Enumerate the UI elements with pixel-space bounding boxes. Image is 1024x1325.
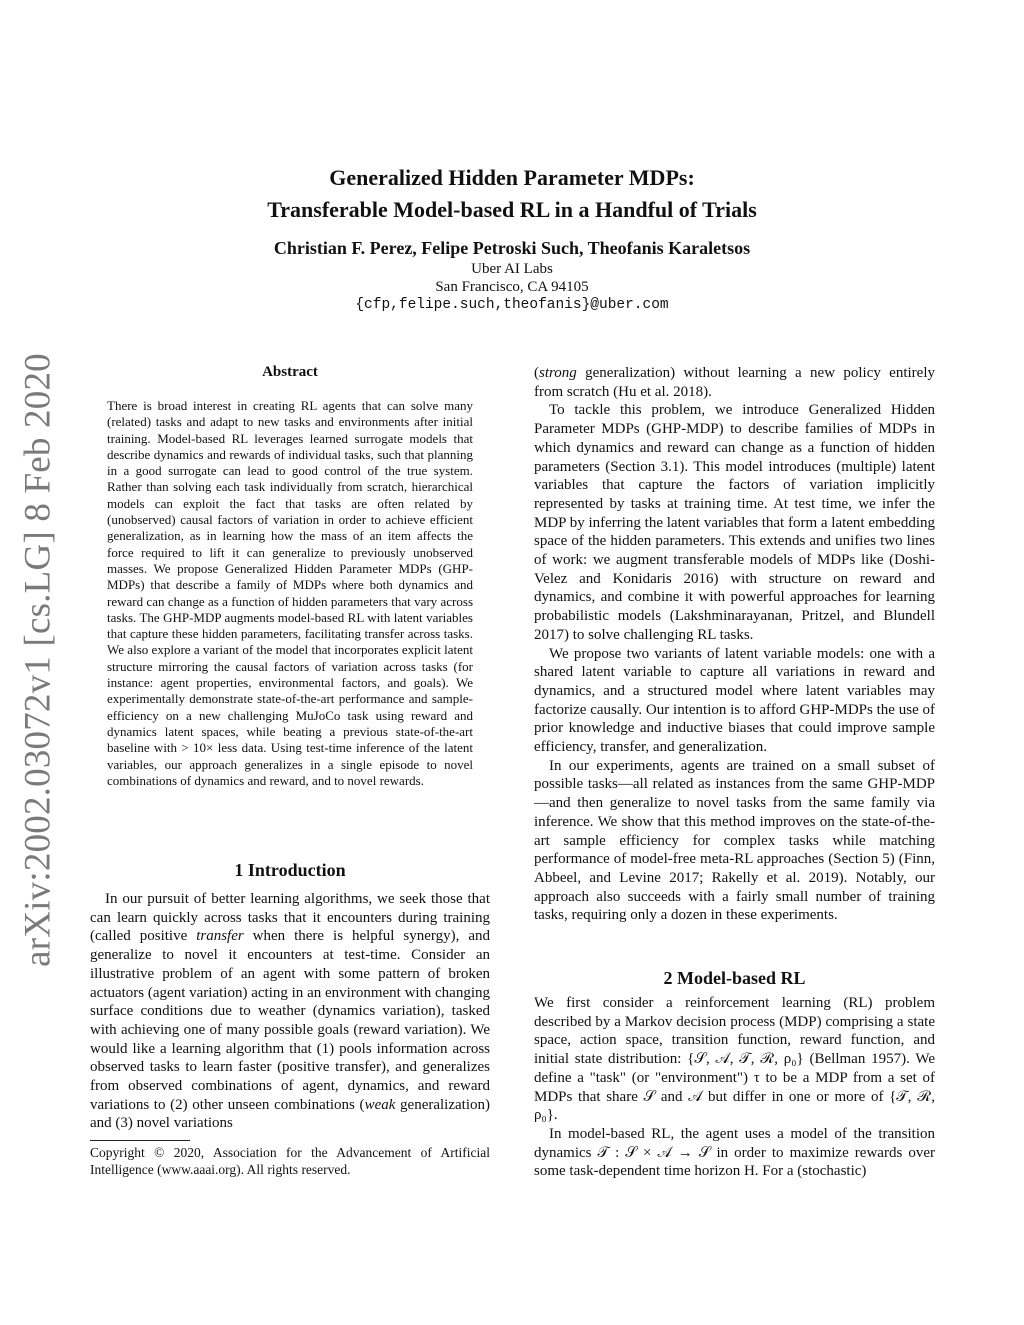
right-p0-text: generalization) without learning a new policy entirely from scratch (Hu et al. 2018).	[534, 365, 935, 400]
affiliation-block	[0, 260, 1024, 314]
intro-em-weak: weak	[364, 1096, 396, 1113]
intro-text-a: In our pursuit of better learning algorithms, we seek those that can learn quickly across tasks that it encounters during training (called positive	[90, 891, 490, 945]
affiliation: Uber AI Labs	[471, 261, 553, 277]
intro-paragraph	[90, 890, 490, 1133]
right-paragraph-2: We propose two variants of latent variable models: one with a shared latent variable to capture all variations in reward and dynamics, and a structured model where latent variables may factorize causally. Our intention is to afford GHP-MDPs the use of prior knowledge and inductive biases that could improve sample efficiency, transfer, and generalization.	[534, 645, 935, 756]
intro-em-transfer: transfer	[196, 928, 244, 945]
abstract-heading: Abstract	[262, 364, 318, 380]
right-paragraph-1: To tackle this problem, we introduce Generalized Hidden Parameter MDPs (GHP-MDP) to describe families of MDPs in which dynamics and reward can change as a function of hidden parameters (Section 3.1). This model introduces (multiple) latent variables that capture the factors of variation implicitly represented by tasks at training time. At test time, we infer the MDP by inferring the latent variables that form a latent embedding space of the hidden parameters. This extends and unifies two lines of work: we augment transferable models of MDPs like (Doshi-Velez and Konidaris 2016) with structure on reward and dynamics, and combine it with powerful approaches for learning probabilistic models (Lakshminarayanan, Pritzel, and Blundell 2017) to solve challenging RL tasks.	[534, 402, 935, 643]
section-2-paragraph-1: We first consider a reinforcement learning (RL) problem described by a Markov decision process (MDP) comprising a state space, action space, transition function, reward function, and initial state distribution: {𝒮, 𝒜, 𝒯, ℛ, ρ₀} (Bellman 1957). We define a "task" (or "environment") τ to be a MDP from a set of MDPs that share 𝒮 and 𝒜 but differ in one or more of {𝒯, ℛ, ρ₀}.	[534, 995, 935, 1124]
abstract-text: There is broad interest in creating RL agents that can solve many (related) tasks and adapt to new tasks and environments after initial training. Model-based RL leverages learned surrogate models that describe dynamics and rewards of individual tasks, such that planning in a good surrogate can lead to good control of the true system. Rather than solving each task individually from scratch, hierarchical models can exploit the fact that tasks are often related by (unobserved) causal factors of variation in order to achieve efficient generalization, as in learning how the mass of an item affects the force required to lift it can generalize to previously unobserved masses. We propose Generalized Hidden Parameter MDPs (GHP-MDPs) that describe a family of MDPs where both dynamics and reward can change as a function of hidden parameters that vary across tasks. The GHP-MDP augments model-based RL with latent variables that capture these hidden parameters, facilitating transfer across tasks. We also explore a variant of the model that incorporates explicit latent structure mirroring the causal factors of variation across tasks (for instance: agent properties, environmental factors, and goals). We experimentally demonstrate state-of-the-art performance and sample-efficiency on a new challenging MuJoCo task using reward and dynamics latent spaces, while beating a previous state-of-the-art baseline with > 10× less data. Using test-time inference of the latent variables, our approach generalizes in a single episode to novel combinations of dynamics and reward, and to novel rewards.	[107, 398, 473, 788]
paper-title	[0, 162, 1024, 226]
title-line-2: Transferable Model-based RL in a Handful of Trials	[267, 197, 757, 222]
footnote-rule	[90, 1140, 190, 1141]
arxiv-stamp-text: arXiv:2002.03072v1 [cs.LG] 8 Feb 2020	[17, 353, 59, 967]
right-em-strong: strong	[539, 365, 577, 381]
address: San Francisco, CA 94105	[435, 279, 589, 295]
right-paragraph-0: (strong generalization) without learning a new policy entirely from scratch (Hu et al. 2018).	[534, 365, 935, 400]
right-paragraph-3: In our experiments, agents are trained on a small subset of possible tasks—all related as instances from the same GHP-MDP—and then generalize to novel tasks from the same family via inference. We show that this method improves on the state-of-the-art sample efficiency for complex tasks while matching performance of model-free meta-RL approaches (Section 5) (Finn, Abbeel, and Levine 2017; Rakelly et al. 2019). Notably, our approach also succeeds with a fairly small number of training tasks, requiring only a dozen in these experiments.	[534, 757, 935, 924]
copyright-footnote: Copyright © 2020, Association for the Advancement of Artificial Intelligence (www.aaai.org). All rights reserved.	[90, 1145, 490, 1177]
authors: Christian F. Perez, Felipe Petroski Such, Theofanis Karaletsos	[273, 238, 751, 258]
intro-text-c: generalization) and (3) novel variations	[90, 1096, 490, 1132]
section-2-paragraph-2: In model-based RL, the agent uses a model of the transition dynamics 𝒯 : 𝒮 × 𝒜 → 𝒮 in order to maximize rewards over some task-dependent time horizon H. For a (stochastic)	[534, 1125, 935, 1180]
emails: {cfp,felipe.such,theofanis}@uber.com	[355, 297, 669, 313]
intro-text-b: when there is helpful synergy), and generalize to novel it encounters at test-time. Consider an illustrative problem of an agent with some pattern of broken actuators (agent variation) acting in an environment with changing surface conditions due to weather (dynamics variation), tasked with achieving one of many possible goals (reward variation). We would like a learning algorithm that (1) pools information across observed tasks to learn faster (positive transfer), and generalizes from observed combinations of agent, dynamics, and reward variations to (2) other unseen combinations (	[90, 928, 490, 1113]
right-column-body	[534, 364, 935, 925]
title-line-1: Generalized Hidden Parameter MDPs:	[329, 165, 695, 190]
arxiv-stamp	[6, 353, 70, 967]
introduction-body	[90, 890, 490, 1133]
section-2-heading: 2 Model-based RL	[663, 968, 806, 988]
section-1-heading: 1 Introduction	[234, 860, 346, 880]
section-2-body	[534, 994, 935, 1181]
